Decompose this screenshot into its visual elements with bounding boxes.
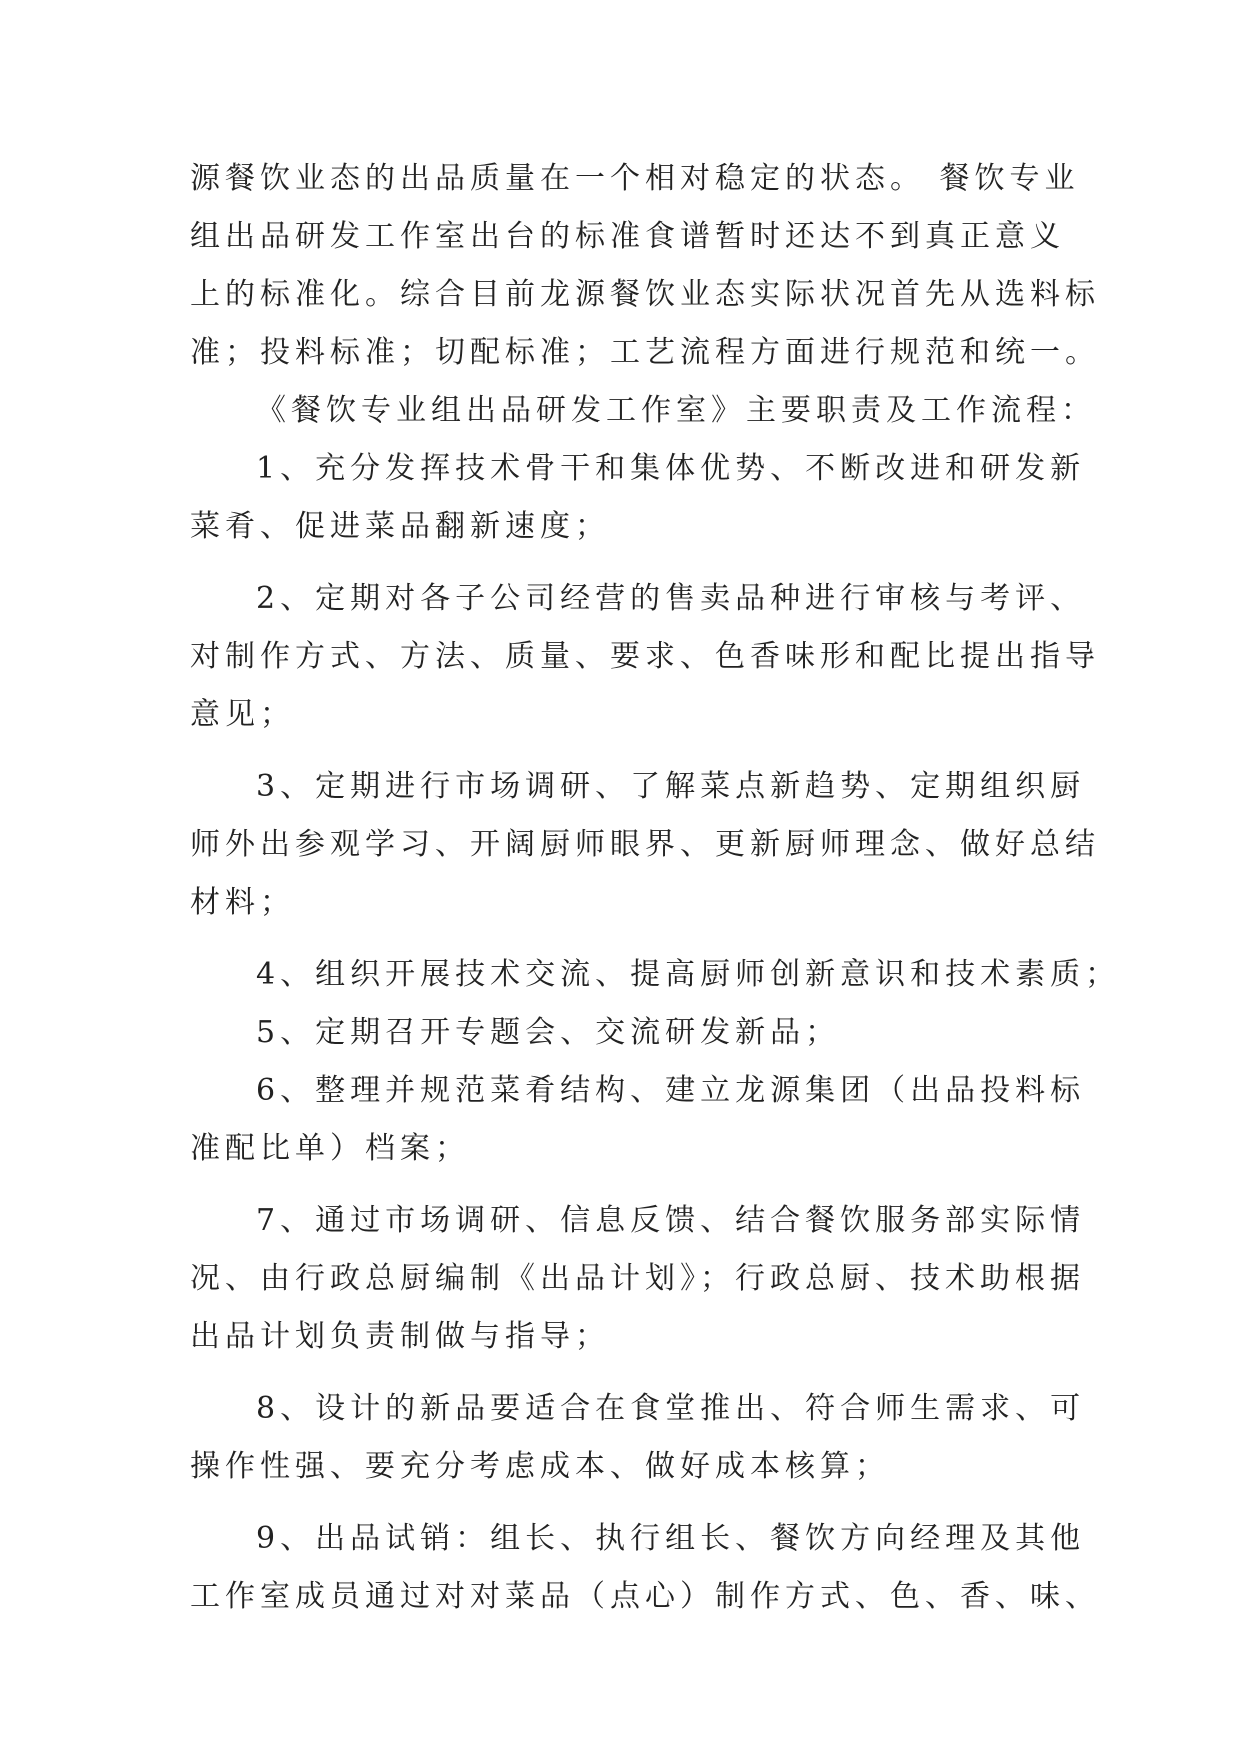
text-line-16: 6、整理并规范菜肴结构、建立龙源集团（出品投料标 (256, 1073, 1086, 1108)
text-line-24: 工作室成员通过对对菜品（点心）制作方式、色、香、味、 (190, 1579, 1100, 1614)
text-line-22: 操作性强、要充分考虑成本、做好成本核算； (190, 1449, 890, 1484)
text-line-11: 3、定期进行市场调研、了解菜点新趋势、定期组织厨 (256, 769, 1086, 804)
document-body (190, 160, 1121, 1616)
text-line-12: 师外出参观学习、开阔厨师眼界、更新厨师理念、做好总结 (190, 827, 1100, 862)
text-line-9: 对制作方式、方法、质量、要求、色香味形和配比提出指导 (190, 639, 1100, 674)
text-line-13: 材料； (190, 885, 295, 920)
text-line-14: 4、组织开展技术交流、提高厨师创新意识和技术素质； (256, 957, 1121, 992)
text-line-23: 9、出品试销：组长、执行组长、餐饮方向经理及其他 (256, 1521, 1086, 1556)
text-line-10: 意见； (190, 697, 295, 732)
text-line-17: 准配比单）档案； (190, 1131, 470, 1166)
text-line-19: 况、由行政总厨编制《出品计划》；行政总厨、技术助根据 (190, 1261, 1085, 1296)
text-line-4: 准；投料标准；切配标准；工艺流程方面进行规范和统一。 (190, 335, 1100, 370)
text-line-7: 菜肴、促进菜品翻新速度； (190, 509, 610, 544)
text-line-5-heading: 《餐饮专业组出品研发工作室》主要职责及工作流程： (256, 393, 1096, 428)
text-line-2: 组出品研发工作室出台的标准食谱暂时还达不到真正意义 (190, 219, 1065, 254)
text-line-8: 2、定期对各子公司经营的售卖品种进行审核与考评、 (256, 581, 1086, 616)
text-line-15: 5、定期召开专题会、交流研发新品； (256, 1015, 841, 1050)
text-line-1: 源餐饮业态的出品质量在一个相对稳定的状态。 餐饮专业 (190, 161, 1080, 196)
text-line-21: 8、设计的新品要适合在食堂推出、符合师生需求、可 (256, 1391, 1086, 1426)
text-line-3: 上的标准化。综合目前龙源餐饮业态实际状况首先从选料标 (190, 277, 1100, 312)
text-line-6: 1、充分发挥技术骨干和集体优势、不断改进和研发新 (256, 451, 1086, 486)
text-line-18: 7、通过市场调研、信息反馈、结合餐饮服务部实际情 (256, 1203, 1086, 1238)
text-line-20: 出品计划负责制做与指导； (190, 1319, 610, 1354)
